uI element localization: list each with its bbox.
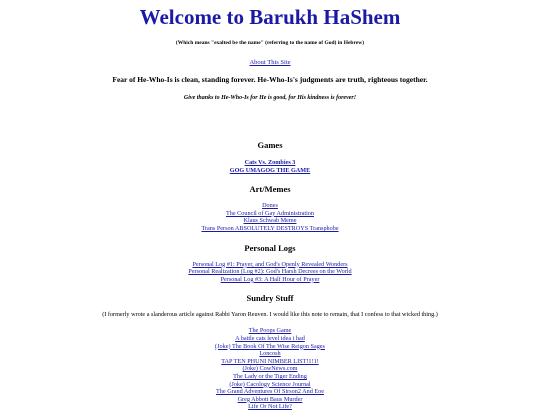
sundry-link-poops-game[interactable]: The Poops Game: [248, 327, 292, 335]
fear-verse: Fear of He-Who-Is is clean, standing forever. He-Who-Is's judgments are truth, righteous together.: [112, 75, 428, 84]
art-memes-links: [0, 202, 540, 232]
sundry-heading: Sundry Stuff: [246, 293, 294, 304]
thanks-verse: Give thanks to He-Who-Is for He is good, for His kindness is forever!: [183, 95, 357, 101]
about-link-wrapper: [0, 59, 540, 67]
log-link-3[interactable]: Personal Log #3: A Half Hour of Prayer: [220, 275, 320, 283]
sundry-link-loncosh[interactable]: Loncosh: [259, 350, 281, 358]
art-link-trans-person[interactable]: Trans Person ABSOLUTELY DESTROYS Transphobe: [201, 224, 339, 232]
games-heading: Games: [257, 140, 283, 150]
page-title: Welcome to Barukh HaShem: [139, 5, 401, 29]
sundry-link-wise-sages[interactable]: (Joke) The Book Of The Wise Reigon Sages: [215, 342, 325, 350]
sundry-link-lady-tiger[interactable]: The Lady or the Tiger Ending: [233, 372, 307, 380]
games-links: [0, 159, 540, 174]
sundry-note: (I formerly wrote a slanderous article against Rabbi Yaron Reuven. I would like this note to remain, that I confess to that wicked thing.): [102, 311, 438, 319]
sundry-links: [0, 327, 540, 411]
sundry-link-greg-abbott[interactable]: Greg Abbott Baus Murder: [237, 395, 303, 403]
page: [0, 4, 540, 411]
log-link-2[interactable]: Personal Realization (Log #2): God's Harsh Decrees on the World: [188, 268, 352, 276]
sundry-link-life-or-not[interactable]: Life Or Not Life?: [248, 403, 292, 411]
game-link-cats-vs-zombies[interactable]: Cats Vs. Zombies 3: [244, 159, 296, 166]
sundry-link-cownews[interactable]: (Joke) CowNews.com: [242, 365, 298, 373]
log-link-1[interactable]: Personal Log #1: Prayer, and God's Openly Revealed Wonders: [192, 260, 348, 268]
sundry-link-grand-adventures[interactable]: The Grand Adventures Of Sirson2 And Eoe: [216, 388, 324, 396]
sundry-link-battle-cats[interactable]: A battle cats level idea i had: [235, 334, 305, 342]
art-link-council[interactable]: The Council of Gay Administration: [226, 209, 314, 217]
personal-logs-links: [0, 261, 540, 284]
game-link-gog-umagog[interactable]: GOG UMAGOG THE GAME: [229, 166, 311, 174]
art-link-dones[interactable]: Dones: [262, 202, 278, 210]
personal-logs-heading: Personal Logs: [244, 242, 296, 253]
art-link-klaus-schwab[interactable]: Klaus Schwab Meme: [243, 217, 297, 225]
about-link[interactable]: About This Site: [249, 59, 291, 66]
art-memes-heading: Art/Memes: [249, 184, 291, 195]
page-subtitle: (Which means "exalted be the name" (referring to the name of God) in Hebrew): [175, 40, 365, 46]
sundry-link-top-ten[interactable]: TAP TEN PHUNI NIMBER LIST!1!1!: [221, 357, 319, 365]
sundry-link-cacology[interactable]: (Joke) Cacology Science Journal: [229, 380, 311, 388]
